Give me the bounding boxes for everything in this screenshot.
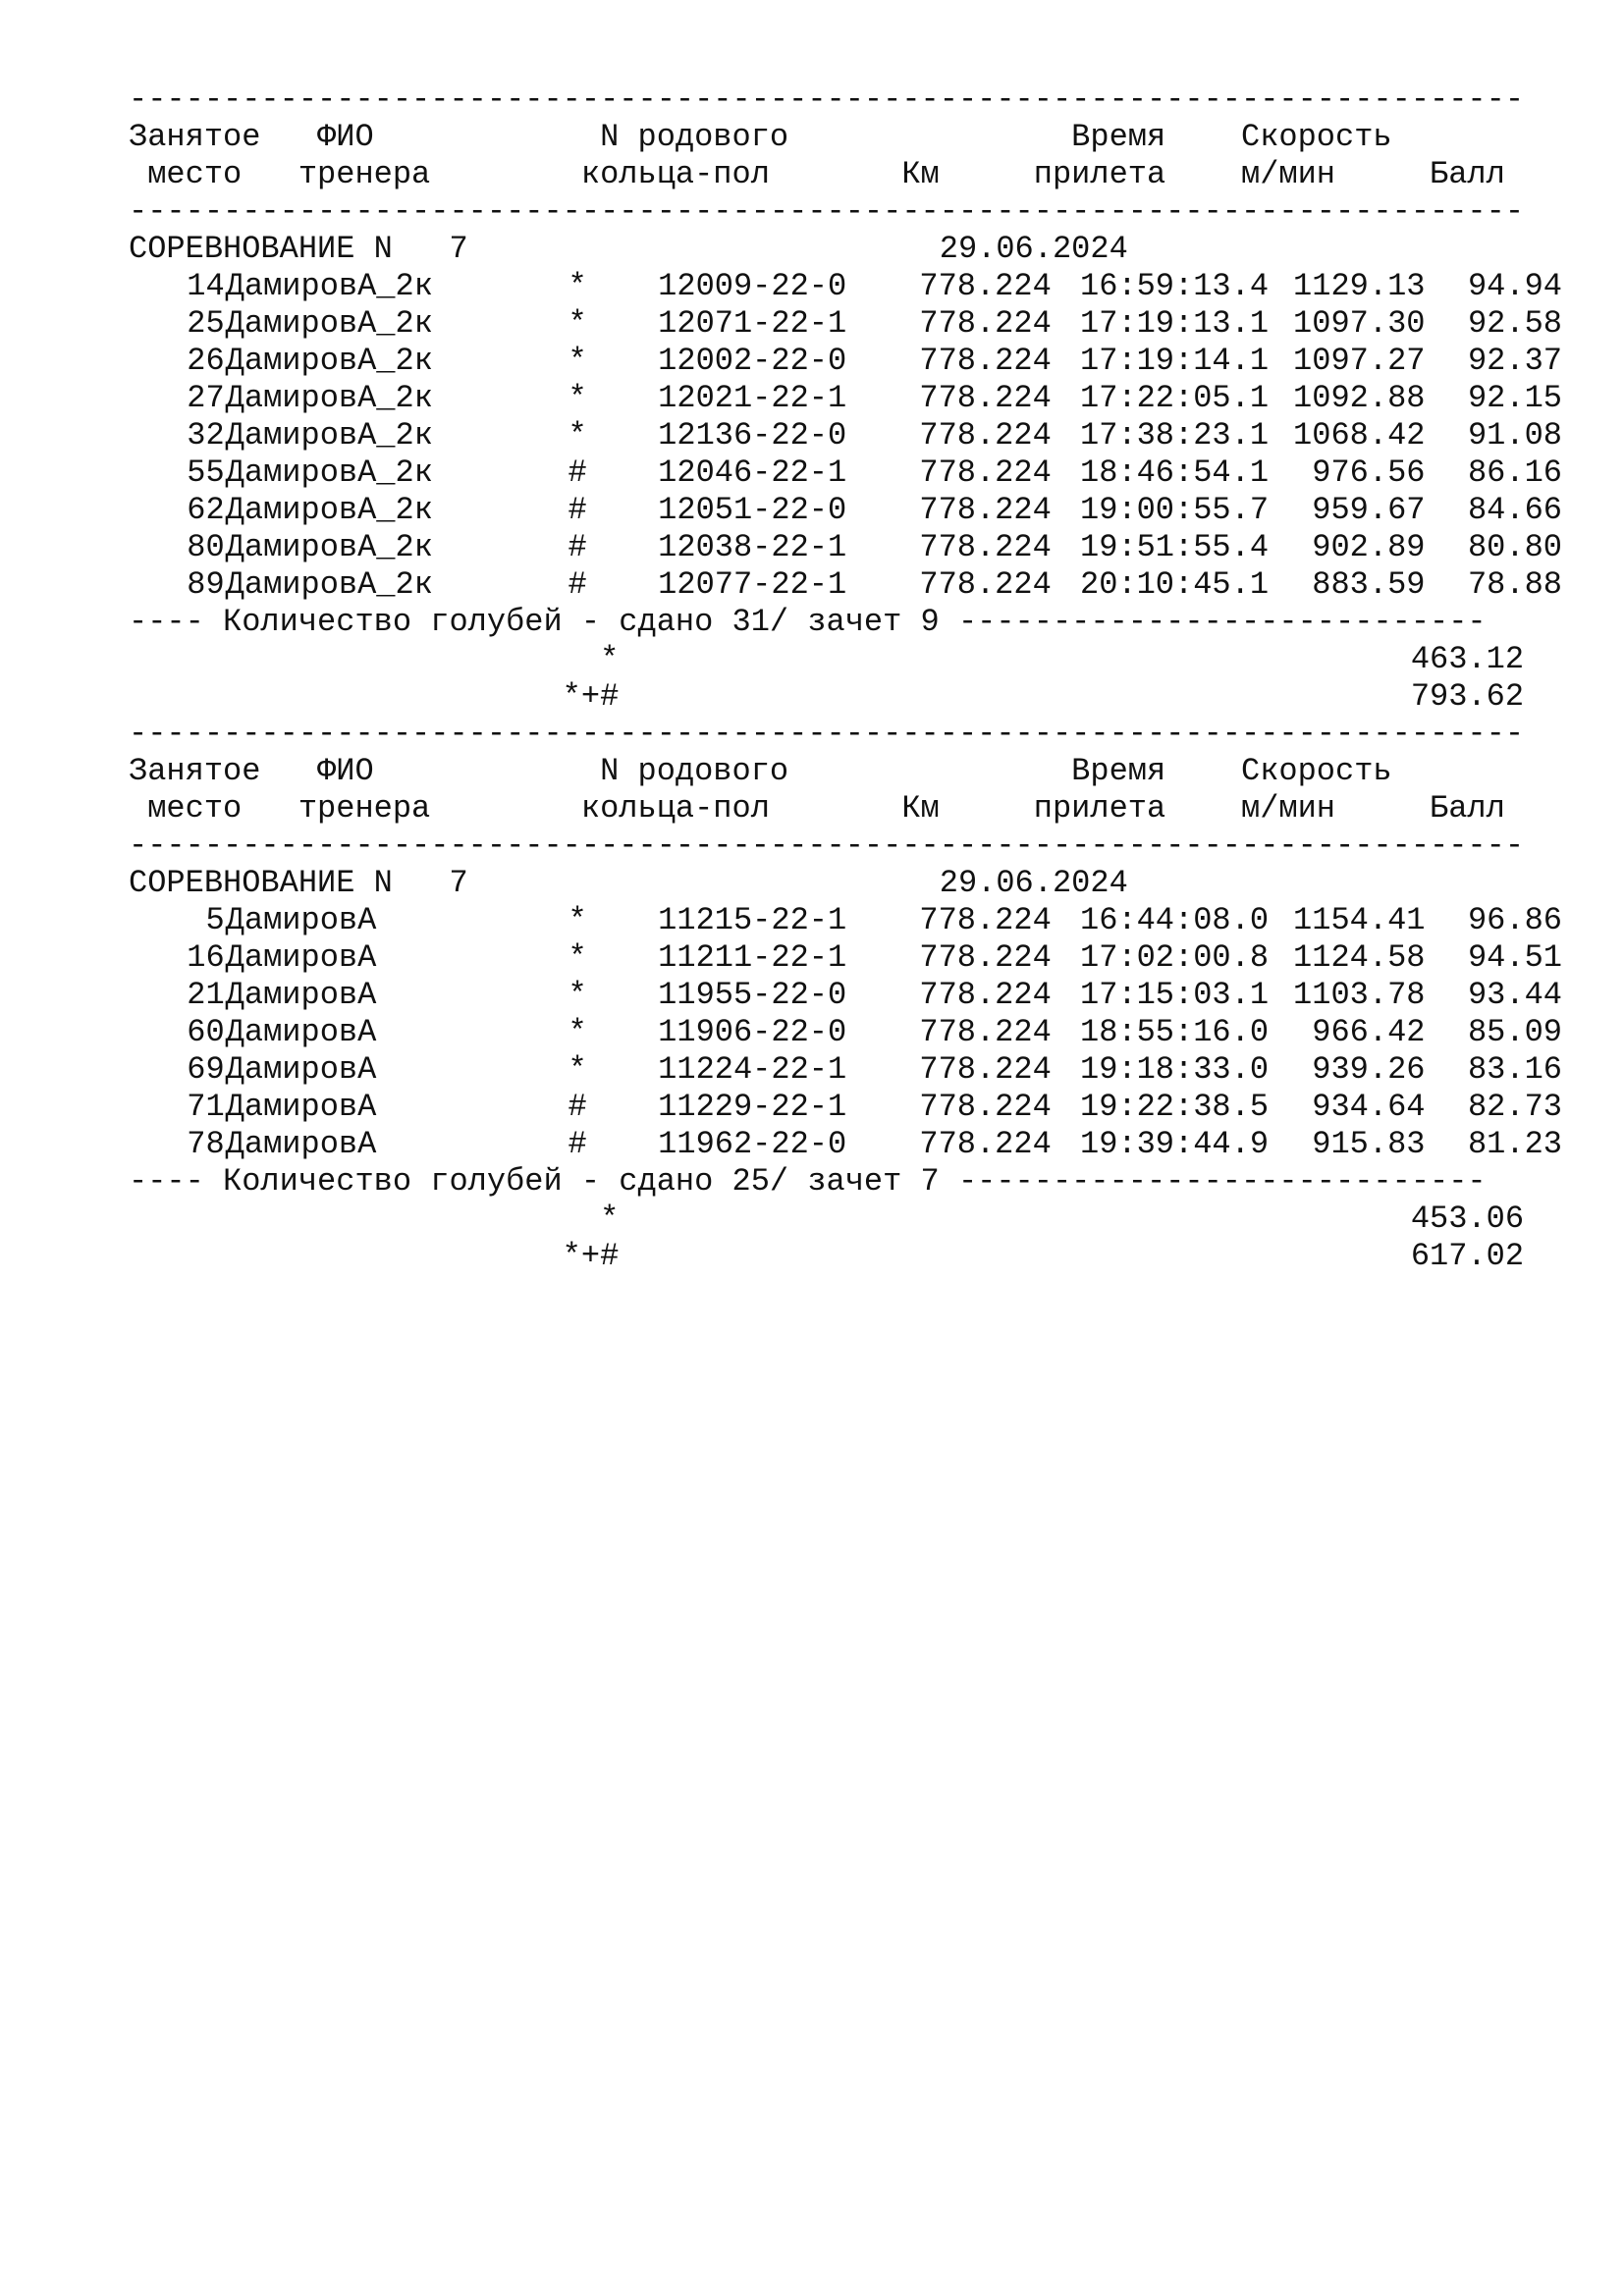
table-row bbox=[129, 977, 1562, 1014]
ring-number-cell: 12038-22-1 bbox=[658, 529, 847, 565]
place-cell: 89 bbox=[187, 566, 225, 603]
table-row bbox=[129, 343, 1562, 380]
mark-cell: * bbox=[568, 902, 587, 938]
speed-cell: 883.59 bbox=[1312, 566, 1426, 603]
ring-number-cell: 11224-22-1 bbox=[658, 1051, 847, 1088]
arrival-time-cell: 17:19:14.1 bbox=[1079, 343, 1270, 379]
mark-cell: # bbox=[568, 454, 587, 491]
arrival-time-cell: 18:55:16.0 bbox=[1079, 1014, 1270, 1050]
arrival-time-cell: 19:22:38.5 bbox=[1079, 1089, 1270, 1125]
distance-cell: 778.224 bbox=[919, 1051, 1052, 1088]
score-cell: 86.16 bbox=[1467, 454, 1562, 491]
arrival-time-cell: 17:38:23.1 bbox=[1079, 417, 1270, 454]
arrival-time-cell: 18:46:54.1 bbox=[1079, 454, 1270, 491]
trainer-name-cell: ДамировА_2к bbox=[225, 417, 433, 454]
table-row bbox=[129, 1089, 1562, 1126]
place-cell: 80 bbox=[187, 529, 225, 565]
distance-cell: 778.224 bbox=[919, 454, 1052, 491]
place-cell: 26 bbox=[187, 343, 225, 379]
trainer-name-cell: ДамировА_2к bbox=[225, 529, 433, 565]
ring-number-cell: 11215-22-1 bbox=[658, 902, 847, 938]
score-cell: 96.86 bbox=[1467, 902, 1562, 938]
ring-number-cell: 12009-22-0 bbox=[658, 268, 847, 304]
table-row bbox=[129, 492, 1562, 529]
distance-cell: 778.224 bbox=[919, 305, 1052, 342]
place-cell: 62 bbox=[187, 492, 225, 528]
score-cell: 82.73 bbox=[1467, 1089, 1562, 1125]
place-cell: 14 bbox=[187, 268, 225, 304]
table-row bbox=[129, 939, 1562, 977]
mark-cell: * bbox=[568, 939, 587, 976]
arrival-time-cell: 16:59:13.4 bbox=[1079, 268, 1270, 304]
mark-cell: # bbox=[568, 492, 587, 528]
ring-number-cell: 11229-22-1 bbox=[658, 1089, 847, 1125]
place-cell: 27 bbox=[187, 380, 225, 416]
score-cell: 93.44 bbox=[1467, 977, 1562, 1013]
score-cell: 83.16 bbox=[1467, 1051, 1562, 1088]
ring-number-cell: 12077-22-1 bbox=[658, 566, 847, 603]
mark-cell: * bbox=[568, 417, 587, 454]
competition-title: СОРЕВНОВАНИЕ N 7 29.06.2024 bbox=[129, 231, 1128, 267]
place-cell: 60 bbox=[187, 1014, 225, 1050]
speed-cell: 959.67 bbox=[1312, 492, 1426, 528]
trainer-name-cell: ДамировА bbox=[225, 1051, 377, 1088]
table-row bbox=[129, 454, 1562, 492]
speed-cell: 939.26 bbox=[1312, 1051, 1426, 1088]
speed-cell: 1103.78 bbox=[1293, 977, 1426, 1013]
total-star-line: * 463.12 bbox=[129, 641, 1525, 677]
table-row bbox=[129, 1051, 1562, 1089]
speed-cell: 1124.58 bbox=[1293, 939, 1426, 976]
column-header-line-1: Занятое ФИО N родового Время Скорость bbox=[129, 119, 1392, 155]
arrival-time-cell: 16:44:08.0 bbox=[1079, 902, 1270, 938]
total-star-line: * 453.06 bbox=[129, 1201, 1525, 1237]
score-cell: 92.15 bbox=[1467, 380, 1562, 416]
mark-cell: * bbox=[568, 977, 587, 1013]
score-cell: 94.51 bbox=[1467, 939, 1562, 976]
speed-cell: 976.56 bbox=[1312, 454, 1426, 491]
place-cell: 71 bbox=[187, 1089, 225, 1125]
score-cell: 78.88 bbox=[1467, 566, 1562, 603]
distance-cell: 778.224 bbox=[919, 343, 1052, 379]
distance-cell: 778.224 bbox=[919, 1014, 1052, 1050]
table-row bbox=[129, 902, 1562, 939]
distance-cell: 778.224 bbox=[919, 529, 1052, 565]
score-cell: 85.09 bbox=[1467, 1014, 1562, 1050]
speed-cell: 1129.13 bbox=[1293, 268, 1426, 304]
arrival-time-cell: 17:02:00.8 bbox=[1079, 939, 1270, 976]
total-all-line: *+# 617.02 bbox=[129, 1238, 1525, 1274]
arrival-time-cell: 20:10:45.1 bbox=[1079, 566, 1270, 603]
ring-number-cell: 12051-22-0 bbox=[658, 492, 847, 528]
column-header-line-2: место тренера кольца-пол Км прилета м/мин Балл bbox=[129, 156, 1505, 192]
trainer-name-cell: ДамировА_2к bbox=[225, 566, 433, 603]
arrival-time-cell: 17:22:05.1 bbox=[1079, 380, 1270, 416]
table-row bbox=[129, 1126, 1562, 1163]
speed-cell: 902.89 bbox=[1312, 529, 1426, 565]
mark-cell: # bbox=[568, 1126, 587, 1162]
place-cell: 21 bbox=[187, 977, 225, 1013]
trainer-name-cell: ДамировА bbox=[225, 939, 377, 976]
score-cell: 84.66 bbox=[1467, 492, 1562, 528]
trainer-name-cell: ДамировА bbox=[225, 1014, 377, 1050]
table-row bbox=[129, 305, 1562, 343]
arrival-time-cell: 17:15:03.1 bbox=[1079, 977, 1270, 1013]
results-table bbox=[129, 902, 1562, 1163]
mark-cell: * bbox=[568, 343, 587, 379]
trainer-name-cell: ДамировА_2к bbox=[225, 454, 433, 491]
mark-cell: * bbox=[568, 305, 587, 342]
distance-cell: 778.224 bbox=[919, 939, 1052, 976]
separator-line: -------------------------------------------------------------------------- bbox=[129, 193, 1525, 230]
table-row bbox=[129, 380, 1562, 417]
speed-cell: 1068.42 bbox=[1293, 417, 1426, 454]
arrival-time-cell: 19:39:44.9 bbox=[1079, 1126, 1270, 1162]
speed-cell: 1097.30 bbox=[1293, 305, 1426, 342]
mark-cell: # bbox=[568, 529, 587, 565]
results-table bbox=[129, 268, 1562, 604]
trainer-name-cell: ДамировА bbox=[225, 1126, 377, 1162]
table-row bbox=[129, 268, 1562, 305]
results-report bbox=[129, 81, 1562, 1275]
column-header-line-2: место тренера кольца-пол Км прилета м/мин Балл bbox=[129, 790, 1505, 827]
ring-number-cell: 11962-22-0 bbox=[658, 1126, 847, 1162]
score-cell: 92.58 bbox=[1467, 305, 1562, 342]
separator-line: -------------------------------------------------------------------------- bbox=[129, 81, 1525, 118]
place-cell: 78 bbox=[187, 1126, 225, 1162]
distance-cell: 778.224 bbox=[919, 977, 1052, 1013]
trainer-name-cell: ДамировА_2к bbox=[225, 343, 433, 379]
distance-cell: 778.224 bbox=[919, 566, 1052, 603]
mark-cell: * bbox=[568, 1014, 587, 1050]
trainer-name-cell: ДамировА_2к bbox=[225, 492, 433, 528]
arrival-time-cell: 17:19:13.1 bbox=[1079, 305, 1270, 342]
table-row bbox=[129, 566, 1562, 604]
trainer-name-cell: ДамировА_2к bbox=[225, 305, 433, 342]
place-cell: 32 bbox=[187, 417, 225, 454]
separator-line: -------------------------------------------------------------------------- bbox=[129, 716, 1525, 752]
score-cell: 91.08 bbox=[1467, 417, 1562, 454]
arrival-time-cell: 19:00:55.7 bbox=[1079, 492, 1270, 528]
score-cell: 80.80 bbox=[1467, 529, 1562, 565]
speed-cell: 915.83 bbox=[1312, 1126, 1426, 1162]
speed-cell: 1154.41 bbox=[1293, 902, 1426, 938]
speed-cell: 934.64 bbox=[1312, 1089, 1426, 1125]
mark-cell: * bbox=[568, 268, 587, 304]
trainer-name-cell: ДамировА_2к bbox=[225, 380, 433, 416]
competition-title: СОРЕВНОВАНИЕ N 7 29.06.2024 bbox=[129, 865, 1128, 901]
speed-cell: 966.42 bbox=[1312, 1014, 1426, 1050]
summary-line: ---- Количество голубей - сдано 31/ зачет 9 ---------------------------- bbox=[129, 604, 1487, 640]
place-cell: 55 bbox=[187, 454, 225, 491]
ring-number-cell: 12021-22-1 bbox=[658, 380, 847, 416]
ring-number-cell: 11906-22-0 bbox=[658, 1014, 847, 1050]
place-cell: 5 bbox=[205, 902, 225, 938]
distance-cell: 778.224 bbox=[919, 268, 1052, 304]
distance-cell: 778.224 bbox=[919, 492, 1052, 528]
arrival-time-cell: 19:51:55.4 bbox=[1079, 529, 1270, 565]
column-header-line-1: Занятое ФИО N родового Время Скорость bbox=[129, 753, 1392, 789]
mark-cell: # bbox=[568, 1089, 587, 1125]
table-row bbox=[129, 529, 1562, 566]
mark-cell: * bbox=[568, 1051, 587, 1088]
ring-number-cell: 12046-22-1 bbox=[658, 454, 847, 491]
distance-cell: 778.224 bbox=[919, 1126, 1052, 1162]
trainer-name-cell: ДамировА bbox=[225, 1089, 377, 1125]
distance-cell: 778.224 bbox=[919, 417, 1052, 454]
speed-cell: 1092.88 bbox=[1293, 380, 1426, 416]
place-cell: 16 bbox=[187, 939, 225, 976]
ring-number-cell: 11955-22-0 bbox=[658, 977, 847, 1013]
trainer-name-cell: ДамировА bbox=[225, 977, 377, 1013]
separator-line: -------------------------------------------------------------------------- bbox=[129, 828, 1525, 864]
distance-cell: 778.224 bbox=[919, 902, 1052, 938]
ring-number-cell: 12071-22-1 bbox=[658, 305, 847, 342]
summary-line: ---- Количество голубей - сдано 25/ зачет 7 ---------------------------- bbox=[129, 1163, 1487, 1200]
table-row bbox=[129, 1014, 1562, 1051]
score-cell: 92.37 bbox=[1467, 343, 1562, 379]
mark-cell: * bbox=[568, 380, 587, 416]
total-all-line: *+# 793.62 bbox=[129, 678, 1525, 715]
place-cell: 69 bbox=[187, 1051, 225, 1088]
distance-cell: 778.224 bbox=[919, 380, 1052, 416]
score-cell: 94.94 bbox=[1467, 268, 1562, 304]
ring-number-cell: 11211-22-1 bbox=[658, 939, 847, 976]
speed-cell: 1097.27 bbox=[1293, 343, 1426, 379]
distance-cell: 778.224 bbox=[919, 1089, 1052, 1125]
place-cell: 25 bbox=[187, 305, 225, 342]
ring-number-cell: 12002-22-0 bbox=[658, 343, 847, 379]
table-row bbox=[129, 417, 1562, 454]
mark-cell: # bbox=[568, 566, 587, 603]
trainer-name-cell: ДамировА bbox=[225, 902, 377, 938]
arrival-time-cell: 19:18:33.0 bbox=[1079, 1051, 1270, 1088]
trainer-name-cell: ДамировА_2к bbox=[225, 268, 433, 304]
ring-number-cell: 12136-22-0 bbox=[658, 417, 847, 454]
score-cell: 81.23 bbox=[1467, 1126, 1562, 1162]
